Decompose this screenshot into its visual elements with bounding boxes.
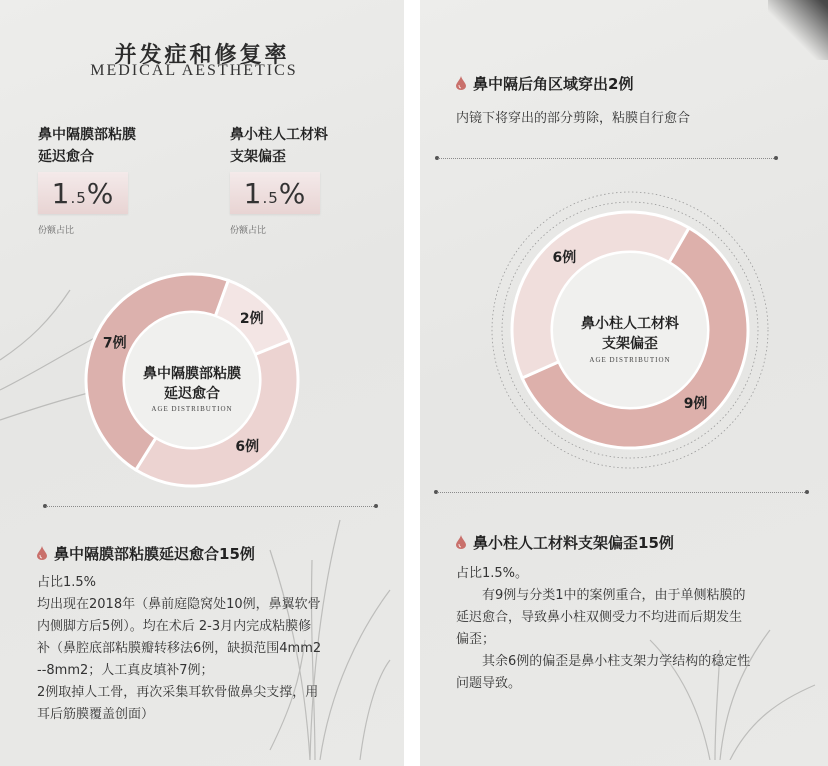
donut-left-center-line2: 延迟愈合 xyxy=(164,386,220,402)
body-line: 有9例与分类1中的案例重合，由于单侧粘膜的 xyxy=(482,588,746,603)
divider xyxy=(438,158,776,159)
body-line: 耳后筋膜覆盖创面） xyxy=(37,707,155,722)
donut-right-center-line1: 鼻小柱人工材料 xyxy=(581,316,679,332)
donut-data-label: 9例 xyxy=(683,395,708,412)
donut-left-center-en: AGE DISTRIBUTION xyxy=(151,405,233,413)
donut-left-center-label xyxy=(122,364,262,404)
stat-label-1 xyxy=(38,124,136,168)
section-title-left: 鼻中隔膜部粘膜延迟愈合15例 xyxy=(54,545,255,563)
body-line: 2例取掉人工骨，再次采集耳软骨做鼻尖支撑，用 xyxy=(37,685,319,700)
donut-right-center-en: AGE DISTRIBUTION xyxy=(589,356,671,364)
stat-value-1: 1.5% xyxy=(51,176,115,210)
body-text-right xyxy=(456,563,816,695)
body-line: 问题导致。 xyxy=(456,676,522,691)
page-title: 并发症和修复率 xyxy=(114,42,290,68)
drop-icon xyxy=(456,535,466,549)
stat-label-2-line2: 支架偏歪 xyxy=(230,149,286,165)
body-line: 占比1.5%。 xyxy=(456,566,529,581)
stat-label-2-line1: 鼻小柱人工材料 xyxy=(230,127,328,143)
drop-icon xyxy=(456,76,466,90)
donut-left-center-line1: 鼻中隔膜部粘膜 xyxy=(143,366,241,382)
corner-shadow xyxy=(768,0,828,60)
body-line: 偏歪； xyxy=(456,632,496,647)
stat-value-box-2 xyxy=(230,172,320,214)
page-subtitle: MEDICAL AESTHETICS xyxy=(90,62,298,79)
body-text-top-right: 内镜下将穿出的部分剪除，粘膜自行愈合 xyxy=(456,111,691,126)
donut-data-label: 6例 xyxy=(552,250,577,267)
section-title-right: 鼻小柱人工材料支架偏歪15例 xyxy=(473,534,674,552)
divider xyxy=(437,492,807,493)
donut-data-label: 7例 xyxy=(102,335,127,352)
stat-sub-2: 份额占比 xyxy=(230,226,267,236)
left-panel xyxy=(0,0,404,766)
body-line: 延迟愈合，导致鼻小柱双侧受力不均进而后期发生 xyxy=(456,610,743,625)
divider-dot xyxy=(774,156,778,160)
stat-value-2: 1.5% xyxy=(243,176,307,210)
body-text-left xyxy=(37,572,397,726)
body-line: --8mm2；人工真皮填补7例； xyxy=(37,663,214,678)
body-line: 均出现在2018年（鼻前庭隐窝处10例，鼻翼软骨 xyxy=(37,597,321,612)
stat-label-1-line1: 鼻中隔膜部粘膜 xyxy=(38,127,136,143)
donut-right-center-line2: 支架偏歪 xyxy=(602,336,658,352)
body-line: 占比1.5% xyxy=(37,575,97,590)
divider-dot xyxy=(805,490,809,494)
divider xyxy=(46,506,376,507)
right-panel xyxy=(420,0,828,766)
body-line: 其余6例的偏歪是鼻小柱支架力学结构的稳定性 xyxy=(482,654,751,669)
stat-label-2 xyxy=(230,124,328,168)
donut-data-label: 2例 xyxy=(239,311,264,328)
stat-sub-1: 份额占比 xyxy=(38,226,75,236)
section-title-top-right: 鼻中隔后角区域穿出2例 xyxy=(473,75,634,93)
donut-right-center-label xyxy=(560,314,700,354)
drop-icon xyxy=(37,546,47,560)
body-line: 内侧脚方后5例）。均在术后 2-3月内完成粘膜修 xyxy=(37,619,312,634)
stat-value-box-1 xyxy=(38,172,128,214)
stat-label-1-line2: 延迟愈合 xyxy=(38,149,94,165)
divider-dot xyxy=(374,504,378,508)
donut-data-label: 6例 xyxy=(235,438,260,455)
body-line: 补（鼻腔底部粘膜瓣转移法6例，缺损范围4mm2 xyxy=(37,641,322,656)
